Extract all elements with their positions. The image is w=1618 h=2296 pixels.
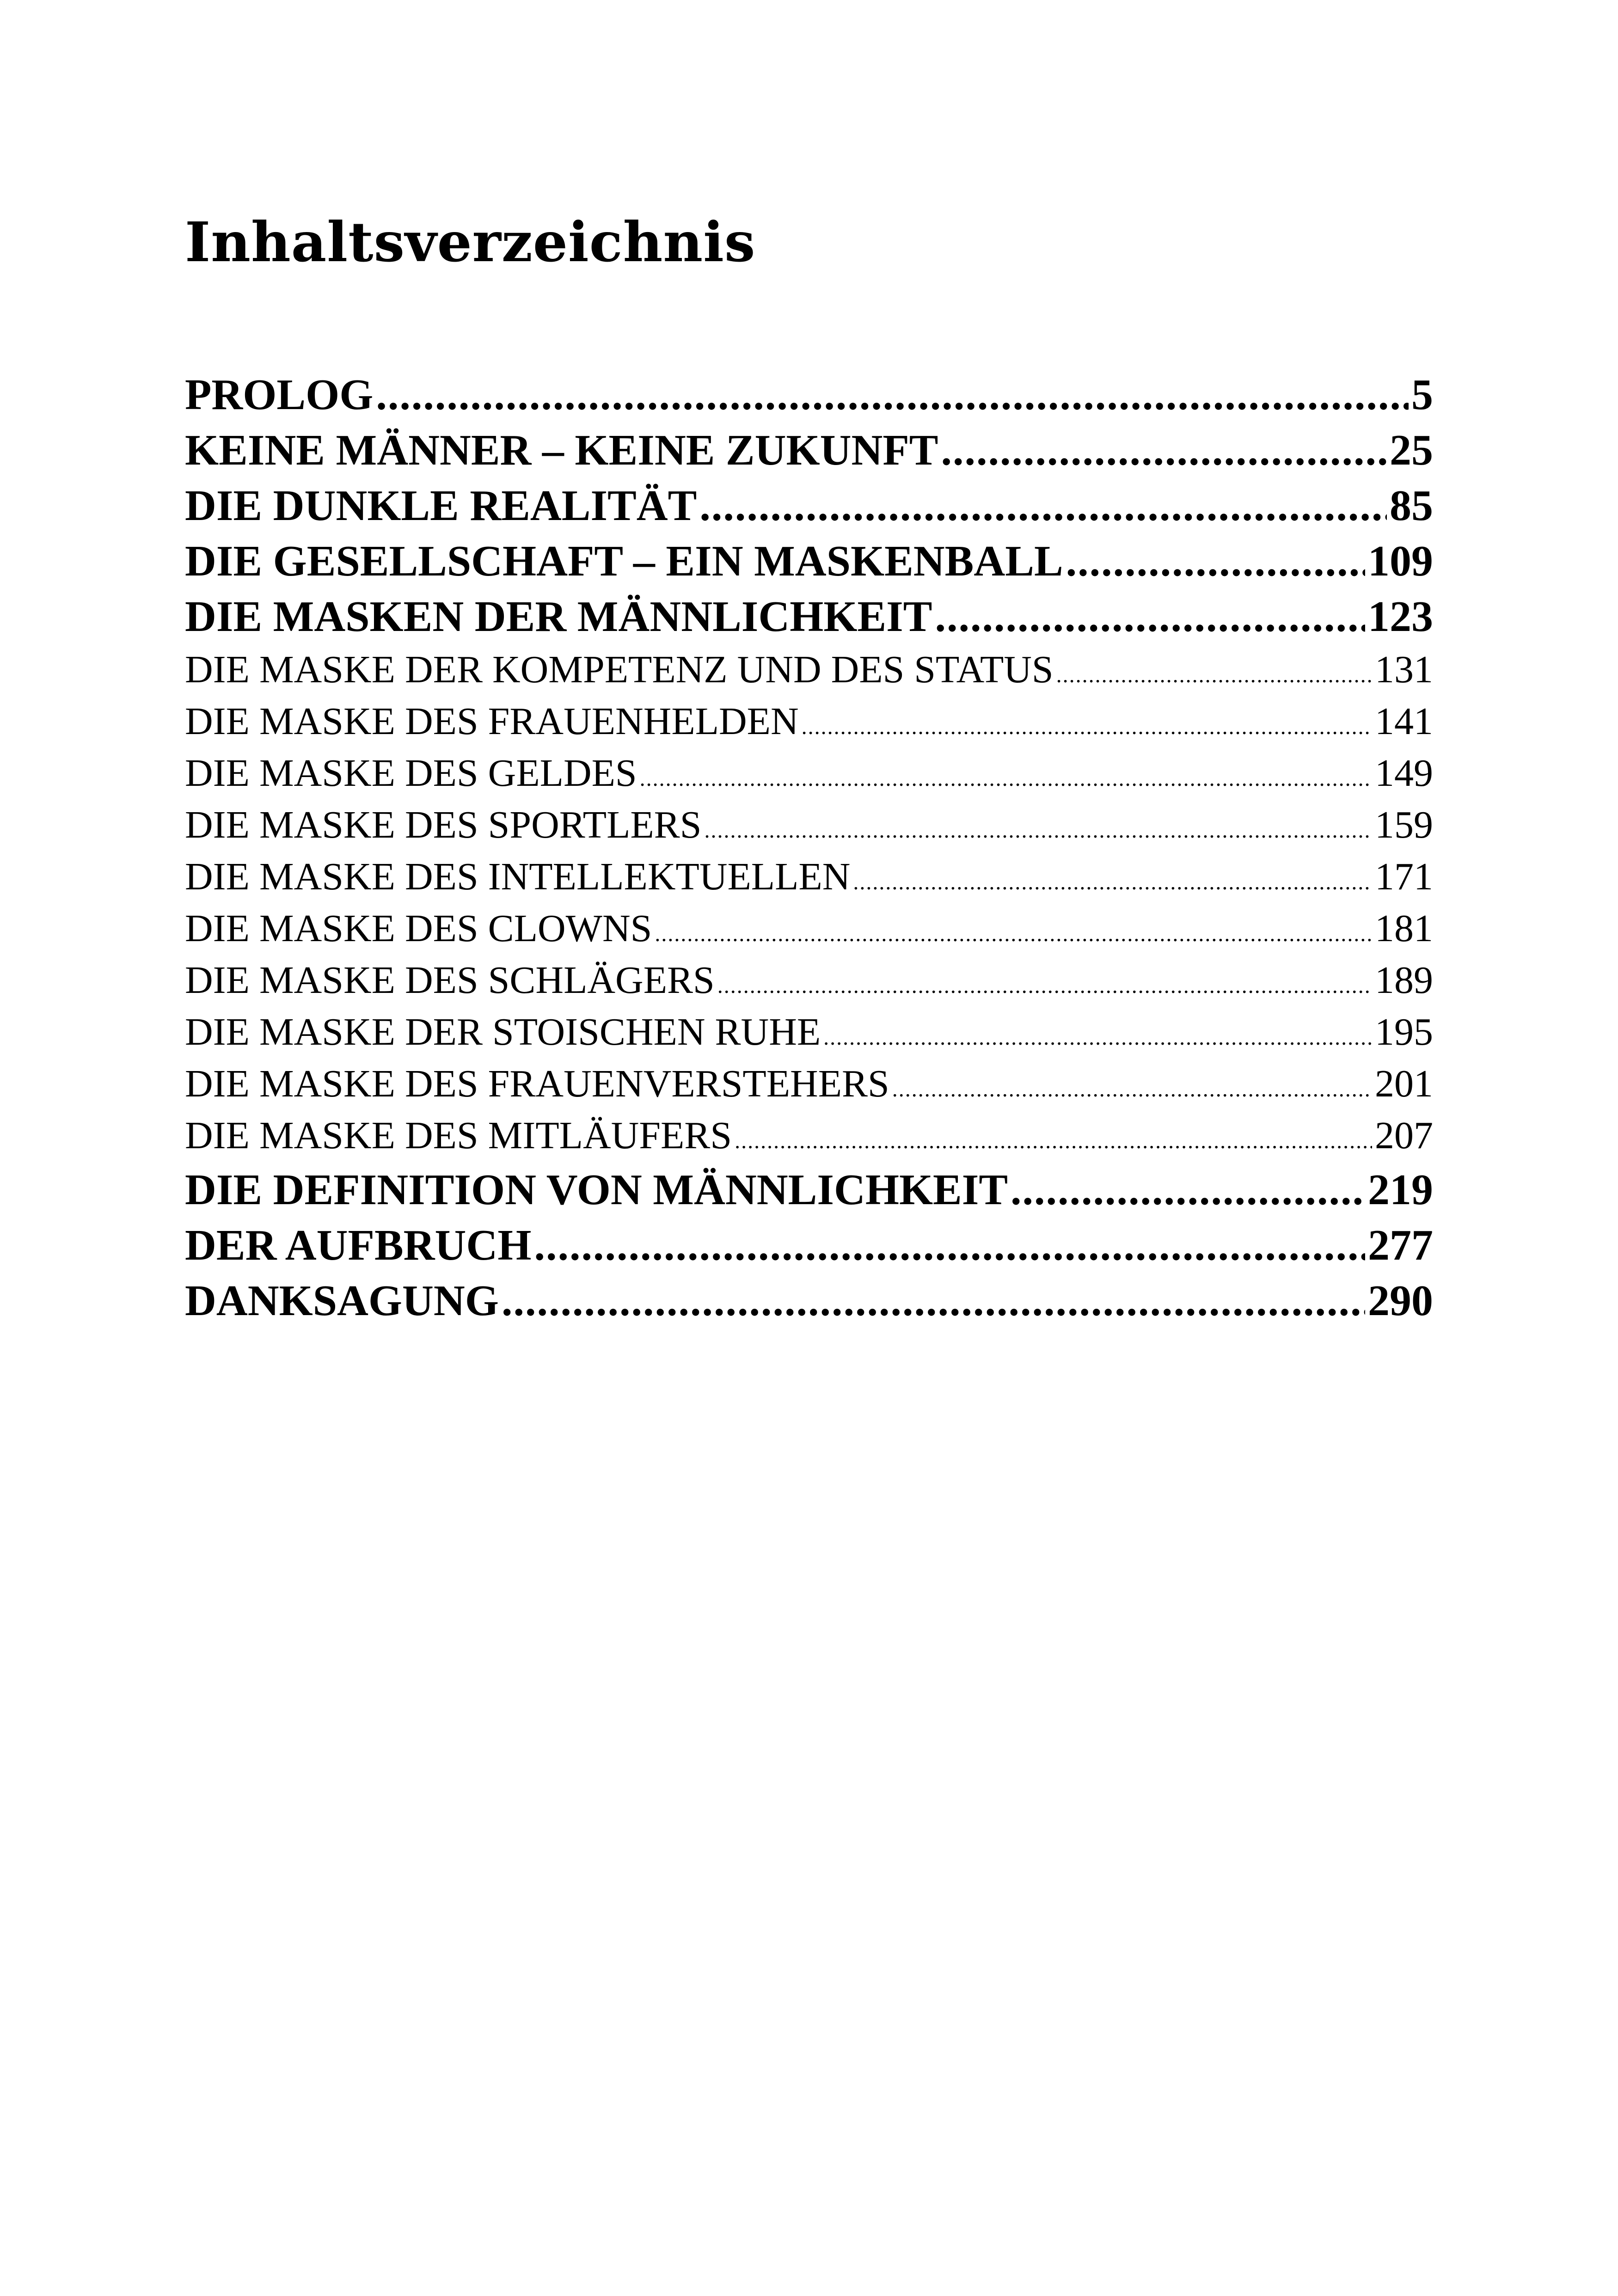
toc-entry-label: DIE DEFINITION VON MÄNNLICHKEIT [185,1166,1008,1214]
toc-entry-label: DIE MASKE DES GELDES [185,752,637,795]
dot-leader [892,1077,1372,1102]
toc-entry-label: DANKSAGUNG [185,1277,499,1325]
dot-leader [699,481,1387,531]
toc-entry-maske-kompetenz[interactable] [185,647,1433,699]
toc-entry-page-number: 25 [1390,426,1433,474]
dot-leader [655,921,1372,947]
toc-entry-page-number: 181 [1375,907,1433,950]
dot-leader [1056,662,1372,688]
table-of-contents [185,370,1433,1331]
toc-entry-page-number: 141 [1375,700,1433,743]
dot-leader [704,818,1372,843]
toc-entry-maske-clowns[interactable] [185,906,1433,958]
dot-leader [941,425,1387,475]
dot-leader [1011,1165,1365,1215]
toc-entry-page-number: 189 [1375,959,1433,1002]
dot-leader [735,1128,1372,1154]
toc-entry-gesellschaft[interactable] [185,536,1433,592]
toc-entry-danksagung[interactable] [185,1276,1433,1331]
toc-entry-label: DIE MASKE DES MITLÄUFERS [185,1114,732,1157]
page-title: Inhaltsverzeichnis [185,210,756,274]
toc-entry-page-number: 277 [1368,1221,1433,1269]
dot-leader [376,370,1409,420]
toc-entry-label: DER AUFBRUCH [185,1221,532,1269]
toc-entry-label: DIE GESELLSCHAFT – EIN MASKENBALL [185,537,1063,585]
toc-entry-maske-schlaegers[interactable] [185,958,1433,1010]
toc-entry-label: DIE MASKEN DER MÄNNLICHKEIT [185,593,932,641]
toc-entry-maske-stoischen-ruhe[interactable] [185,1010,1433,1061]
toc-entry-maske-sportlers[interactable] [185,802,1433,854]
toc-entry-label: DIE MASKE DES CLOWNS [185,907,652,950]
toc-entry-page-number: 290 [1368,1277,1433,1325]
toc-entry-aufbruch[interactable] [185,1220,1433,1276]
dot-leader [534,1220,1365,1270]
toc-entry-label: DIE DUNKLE REALITÄT [185,482,697,530]
toc-entry-page-number: 171 [1375,855,1433,898]
dot-leader [502,1276,1365,1326]
toc-entry-page-number: 207 [1375,1114,1433,1157]
toc-entry-maske-intellektuellen[interactable] [185,854,1433,906]
dot-leader [853,869,1372,895]
toc-entry-page-number: 109 [1368,537,1433,585]
toc-entry-keine-maenner[interactable] [185,425,1433,481]
dot-leader [1066,536,1365,586]
dot-leader [802,714,1372,740]
toc-entry-label: DIE MASKE DES SCHLÄGERS [185,959,715,1002]
toc-entry-page-number: 85 [1390,482,1433,530]
toc-entry-label: DIE MASKE DES FRAUENVERSTEHERS [185,1062,889,1105]
toc-entry-label: DIE MASKE DES SPORTLERS [185,803,702,846]
toc-entry-maske-geldes[interactable] [185,751,1433,802]
toc-entry-prolog[interactable] [185,370,1433,425]
toc-entry-page-number: 131 [1375,648,1433,691]
toc-entry-maske-frauenhelden[interactable] [185,699,1433,751]
toc-entry-definition[interactable] [185,1165,1433,1220]
toc-entry-label: DIE MASKE DES FRAUENHELDEN [185,700,799,743]
toc-entry-label: KEINE MÄNNER – KEINE ZUKUNFT [185,426,938,474]
toc-entry-dunkle-realitaet[interactable] [185,481,1433,536]
toc-entry-maske-mitlaeufers[interactable] [185,1113,1433,1165]
toc-entry-page-number: 159 [1375,803,1433,846]
dot-leader [640,766,1372,791]
toc-entry-page-number: 201 [1375,1062,1433,1105]
dot-leader [823,1025,1372,1050]
toc-entry-page-number: 149 [1375,752,1433,795]
toc-entry-page-number: 195 [1375,1010,1433,1053]
toc-entry-label: DIE MASKE DER STOISCHEN RUHE [185,1010,821,1053]
toc-entry-page-number: 123 [1368,593,1433,641]
toc-entry-page-number: 219 [1368,1166,1433,1214]
toc-entry-masken-der-maennlichkeit[interactable] [185,592,1433,647]
toc-entry-page-number: 5 [1411,371,1433,419]
toc-entry-maske-frauenverstehers[interactable] [185,1061,1433,1113]
dot-leader [935,592,1365,642]
toc-entry-label: DIE MASKE DES INTELLEKTUELLEN [185,855,851,898]
toc-entry-label: DIE MASKE DER KOMPETENZ UND DES STATUS [185,648,1054,691]
toc-entry-label: PROLOG [185,371,374,419]
dot-leader [717,973,1372,998]
